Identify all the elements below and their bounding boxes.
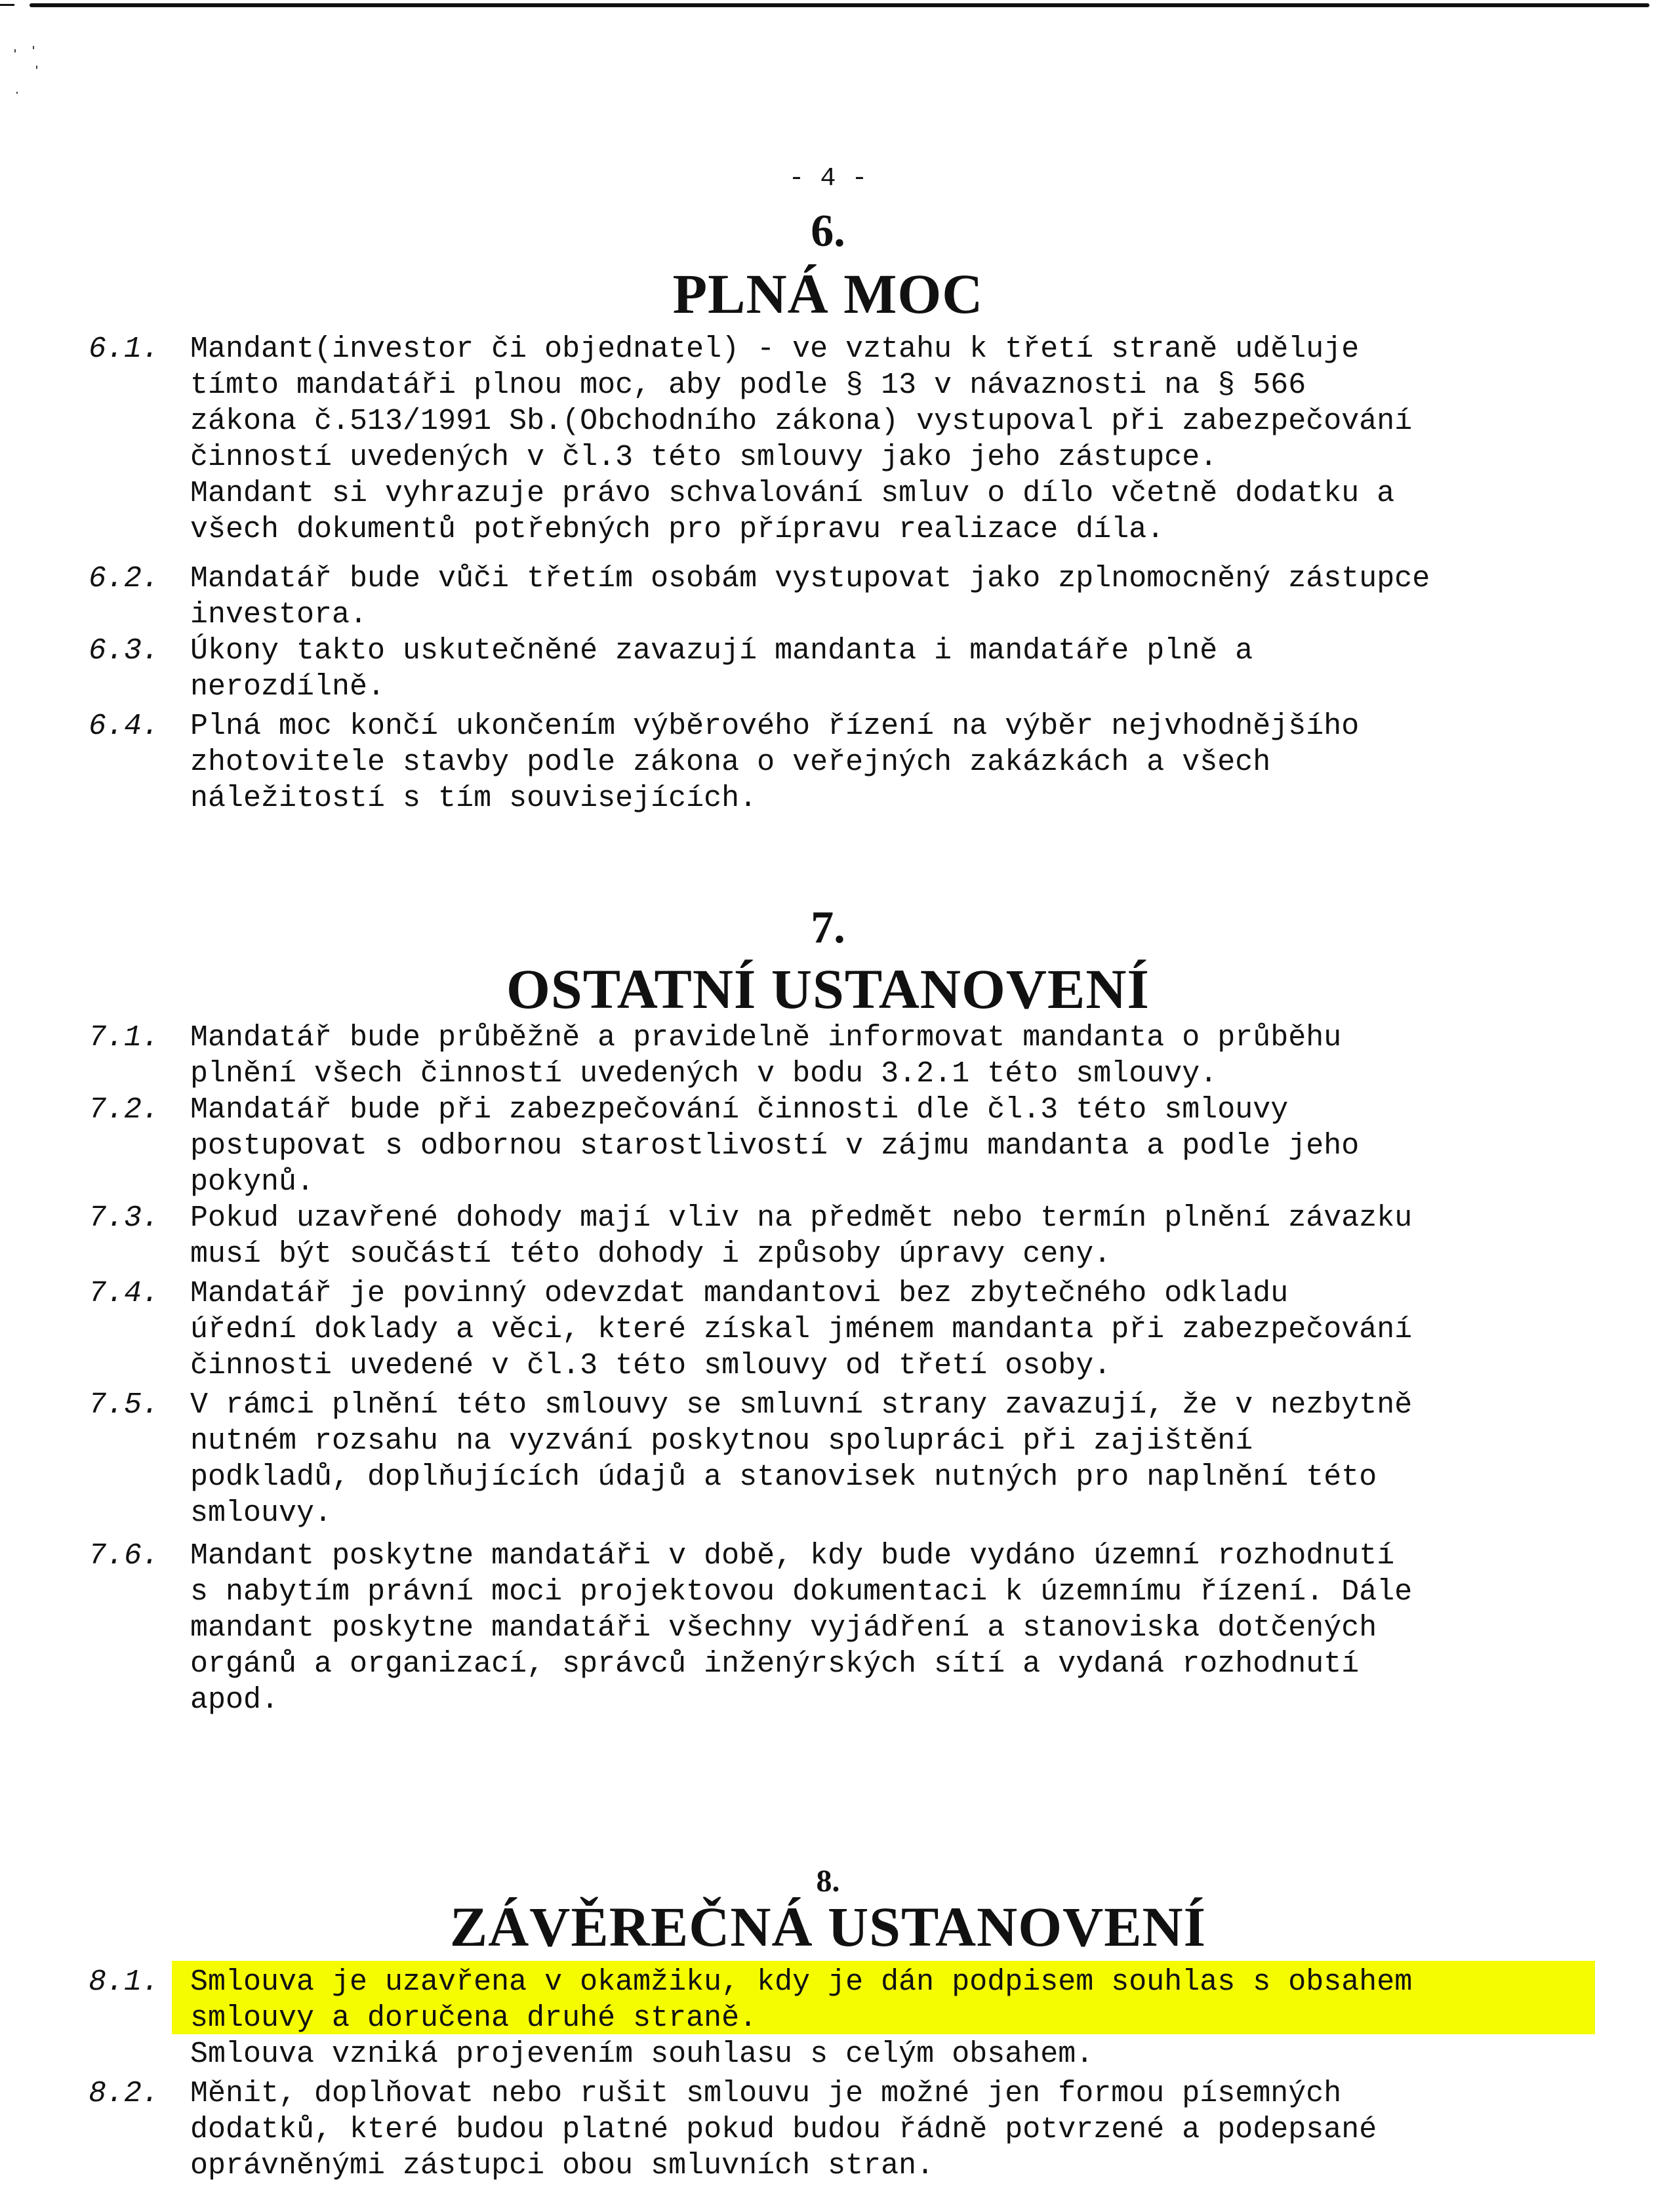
section-number: 8.: [816, 1864, 840, 1899]
clause-line: Úkony takto uskutečněné zavazují mandanta i mandatáře plně a: [190, 634, 1253, 668]
clause-line: nerozdílně.: [190, 670, 386, 704]
clause-line: orgánů a organizací, správců inženýrských sítí a vydaná rozhodnutí: [190, 1647, 1360, 1681]
clause-number: 7.4.: [89, 1277, 160, 1310]
clause-number: 8.1.: [89, 1965, 160, 1999]
clause-line: investora.: [190, 598, 368, 632]
clause-line: oprávněnými zástupci obou smluvních stran.: [190, 2149, 935, 2182]
clause-number: 7.6.: [89, 1539, 160, 1573]
page-number: - 4 -: [788, 164, 868, 193]
clause-line: Mandatář bude při zabezpečování činnosti dle čl.3 této smlouvy: [190, 1093, 1289, 1127]
clause-line: Mandatář bude průběžně a pravidelně informovat mandanta o průběhu: [190, 1021, 1342, 1055]
clause-line: Měnit, doplňovat nebo rušit smlouvu je možné jen formou písemných: [190, 2077, 1342, 2110]
clause-8-2: [89, 2076, 1617, 2184]
clause-number: 6.1.: [89, 332, 160, 366]
clause-6-2: [89, 561, 1617, 633]
clause-8-1: [89, 1964, 1617, 2072]
clause-line: postupovat s odbornou starostlivostí v zájmu mandanta a podle jeho: [190, 1129, 1360, 1163]
clause-line: s nabytím právní moci projektovou dokumentaci k územnímu řízení. Dále: [190, 1575, 1413, 1609]
scan-edge-rule: [0, 1, 1656, 8]
clause-line: činností uvedených v čl.3 této smlouvy jako jeho zástupce.: [190, 441, 1218, 474]
section-title: PLNÁ MOC: [672, 262, 984, 325]
clause-line: apod.: [190, 1683, 279, 1717]
clause-number: 6.2.: [89, 562, 160, 595]
clause-6-3: [89, 633, 1617, 705]
clause-line: smlouvy.: [190, 1497, 333, 1530]
clause-line: dodatků, které budou platné pokud budou řádně potvrzené a podepsané: [190, 2113, 1377, 2146]
clause-7-3: [89, 1200, 1617, 1272]
clause-line: Plná moc končí ukončením výběrového řízení na výběr nejvhodnějšího: [190, 710, 1360, 743]
clause-number: 7.3.: [89, 1201, 160, 1235]
clause-7-6: [89, 1538, 1617, 1718]
clause-line: musí být součástí této dohody i způsoby úpravy ceny.: [190, 1237, 1112, 1271]
section-title: ZÁVĚREČNÁ USTANOVENÍ: [449, 1895, 1207, 1958]
clause-line-highlighted: Smlouva je uzavřena v okamžiku, kdy je dán podpisem souhlas s obsahem: [190, 1965, 1413, 1999]
clause-line: náležitostí s tím souvisejících.: [190, 782, 757, 815]
clause-line: pokynů.: [190, 1165, 315, 1199]
clause-line: tímto mandatáři plnou moc, aby podle § 13 v návaznosti na § 566: [190, 369, 1306, 402]
clause-line: nutném rozsahu na vyzvání poskytnou spolupráci při zajištění: [190, 1424, 1253, 1458]
clause-line: Pokud uzavřené dohody mají vliv na předmět nebo termín plnění závazku: [190, 1201, 1413, 1235]
clause-line: plnění všech činností uvedených v bodu 3.2.1 této smlouvy.: [190, 1057, 1218, 1091]
clause-6-4: [89, 708, 1617, 816]
clause-number: 8.2.: [89, 2077, 160, 2110]
clause-line: podkladů, doplňujících údajů a stanovisek nutných pro naplnění této: [190, 1460, 1377, 1494]
clause-line: Mandant(investor či objednatel) - ve vztahu k třetí straně uděluje: [190, 332, 1360, 366]
clause-line: Mandant poskytne mandatáři v době, kdy bude vydáno územní rozhodnutí: [190, 1539, 1395, 1573]
clause-number: 7.5.: [89, 1388, 160, 1422]
clause-number: 6.3.: [89, 634, 160, 668]
clause-number: 7.1.: [89, 1021, 160, 1055]
clause-line: všech dokumentů potřebných pro přípravu realizace díla.: [190, 513, 1165, 546]
clause-7-5: [89, 1387, 1617, 1531]
clause-line: činnosti uvedené v čl.3 této smlouvy od třetí osoby.: [190, 1349, 1112, 1382]
clause-line-highlighted: smlouvy a doručena druhé straně.: [190, 2001, 757, 2035]
clause-line: úřední doklady a věci, které získal jménem mandanta při zabezpečování: [190, 1313, 1413, 1346]
clause-line: zákona č.513/1991 Sb.(Obchodního zákona) vystupoval při zabezpečování: [190, 405, 1413, 438]
clause-line: Mandant si vyhrazuje právo schvalování smluv o dílo včetně dodatku a: [190, 477, 1395, 510]
clause-7-2: [89, 1092, 1617, 1200]
clause-number: 6.4.: [89, 710, 160, 743]
section-number: 7.: [811, 902, 845, 953]
section-number: 6.: [811, 206, 845, 256]
clause-line: Smlouva vzniká projevením souhlasu s celým obsahem.: [190, 2038, 1094, 2071]
clause-7-4: [89, 1276, 1617, 1384]
clause-6-1: [89, 331, 1617, 548]
clause-7-1: [89, 1020, 1617, 1092]
clause-line: Mandatář bude vůči třetím osobám vystupovat jako zplnomocněný zástupce: [190, 562, 1430, 595]
clause-number: 7.2.: [89, 1093, 160, 1127]
clause-line: zhotovitele stavby podle zákona o veřejných zakázkách a všech: [190, 746, 1271, 779]
section-title: OSTATNÍ USTANOVENÍ: [506, 957, 1150, 1020]
clause-line: V rámci plnění této smlouvy se smluvní strany zavazují, že v nezbytně: [190, 1388, 1413, 1422]
clause-line: mandant poskytne mandatáři všechny vyjádření a stanoviska dotčených: [190, 1611, 1377, 1645]
clause-line: Mandatář je povinný odevzdat mandantovi bez zbytečného odkladu: [190, 1277, 1289, 1310]
